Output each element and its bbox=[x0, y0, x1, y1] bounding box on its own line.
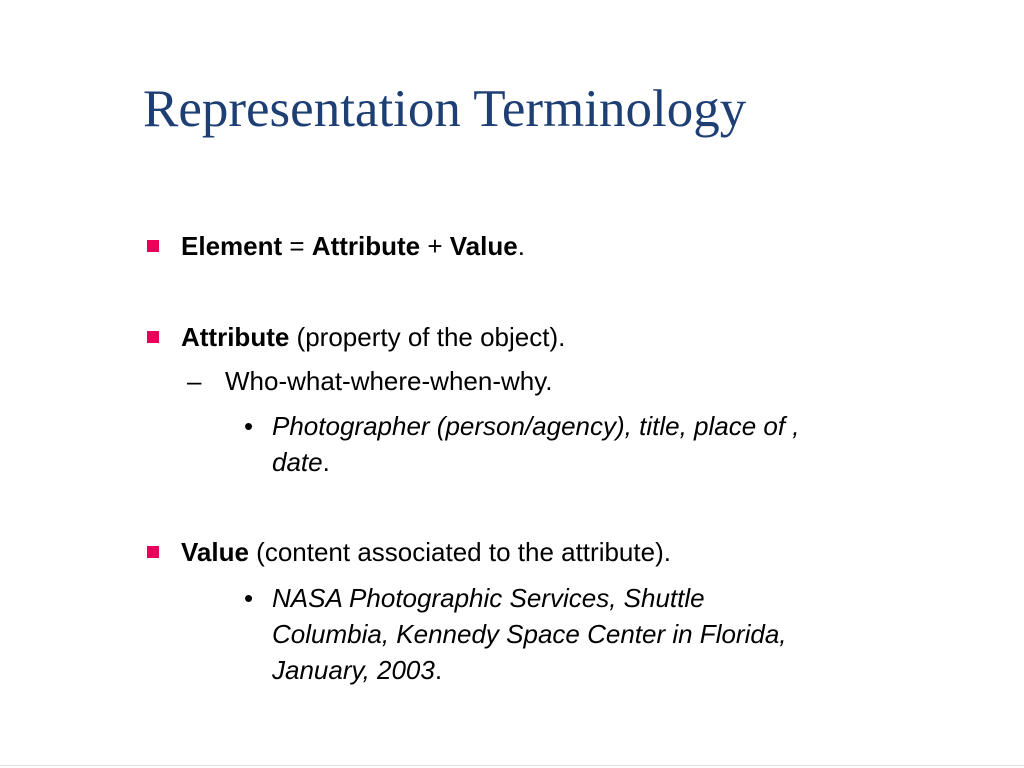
example-value-line3: January, 2003. bbox=[272, 655, 443, 685]
plus-sign: + bbox=[420, 231, 450, 261]
sub-bullet-who-what: Who-what-where-when-why. bbox=[225, 366, 553, 396]
dot-bullet-icon: • bbox=[244, 411, 254, 441]
period: . bbox=[517, 231, 525, 261]
equals-sign: = bbox=[282, 231, 312, 261]
example-value-line1: NASA Photographic Services, Shuttle bbox=[272, 583, 705, 613]
example-attributes-line2: date. bbox=[272, 447, 330, 477]
attribute-description: (property of the object). bbox=[289, 322, 566, 352]
dot-bullet-icon: • bbox=[244, 583, 254, 613]
bullet-value bbox=[181, 539, 671, 565]
term-element: Element bbox=[181, 231, 283, 261]
term-value: Value bbox=[449, 231, 518, 261]
bottom-divider bbox=[0, 765, 1024, 766]
square-bullet-icon bbox=[147, 331, 159, 343]
term-value: Value bbox=[181, 537, 249, 567]
term-attribute: Attribute bbox=[311, 231, 421, 261]
term-attribute: Attribute bbox=[181, 322, 290, 352]
dash-bullet-icon: – bbox=[187, 366, 202, 396]
slide-title: Representation Terminology bbox=[143, 80, 747, 138]
bullet-attribute bbox=[181, 324, 565, 350]
square-bullet-icon bbox=[147, 546, 159, 558]
example-attributes-line1: Photographer (person/agency), title, place of , bbox=[272, 411, 800, 441]
square-bullet-icon bbox=[147, 240, 159, 252]
bullet-element-definition bbox=[181, 233, 525, 259]
value-description: (content associated to the attribute). bbox=[248, 537, 671, 567]
example-value-line2: Columbia, Kennedy Space Center in Florida, bbox=[272, 619, 787, 649]
